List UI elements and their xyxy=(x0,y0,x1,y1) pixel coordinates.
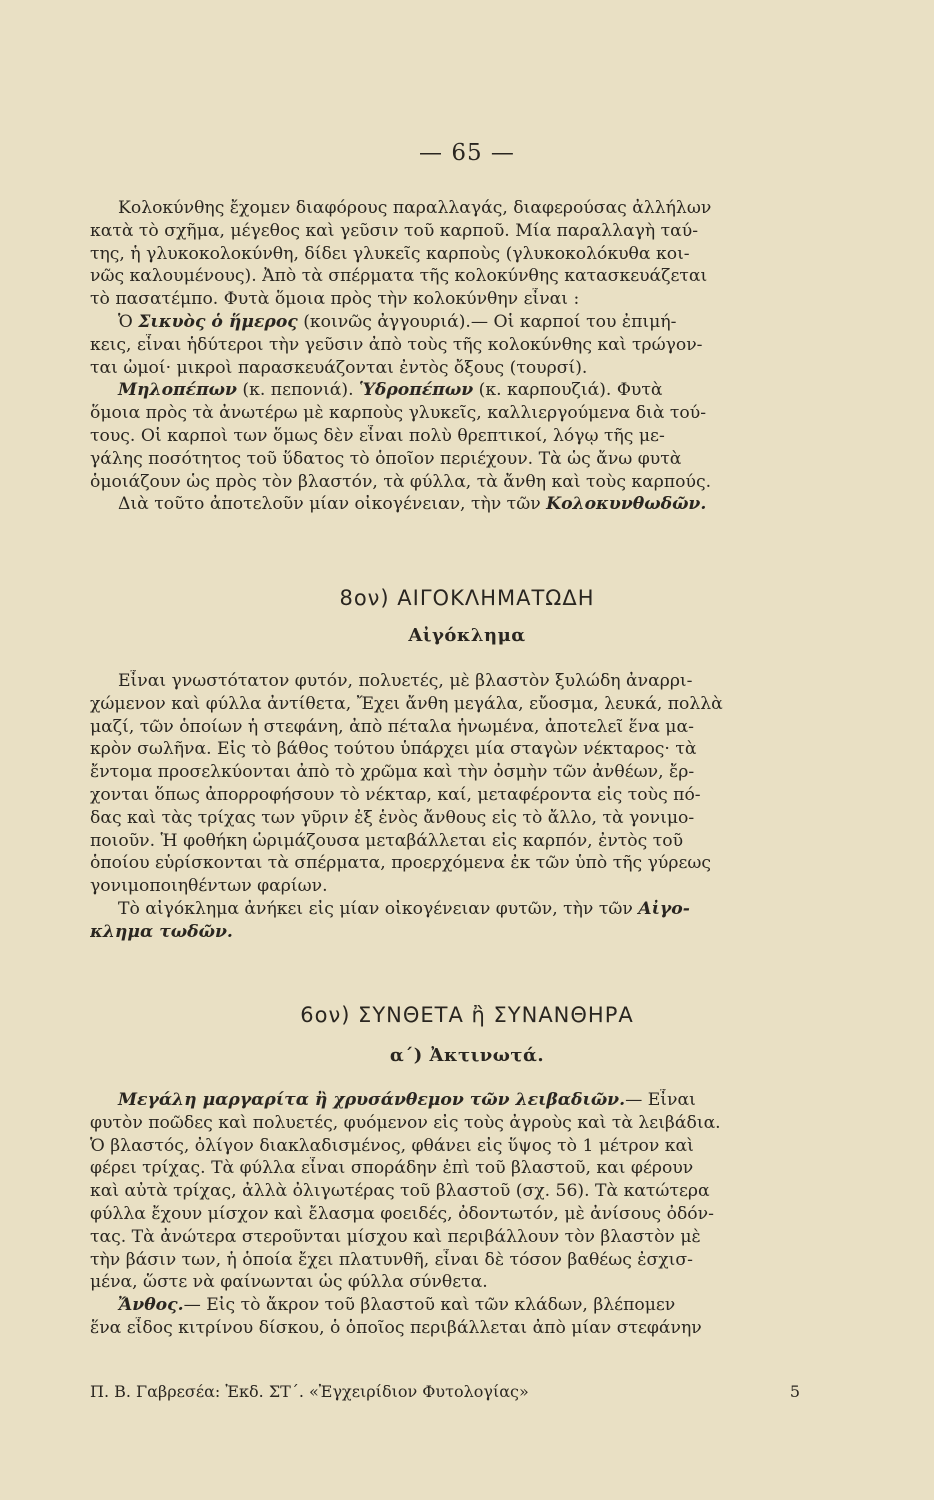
plant-name-melopepon: Μηλοπέπων xyxy=(118,380,237,401)
footer-citation: Π. Β. Γαβρεσέα: Ἐκδ. ΣΤ΄. «Ἐγχειρίδιον Φυτολογίας» xyxy=(90,1382,529,1401)
text-line: ὁποίου εὑρίσκονται τὰ σπέρματα, προερχόμενα ἐκ τῶν ὑπὸ τῆς γύρεως xyxy=(90,853,712,874)
section-subheading: α΄) Ἀκτινωτά. xyxy=(389,1045,545,1066)
text-fragment: Διὰ τοῦτο ἀποτελοῦν μίαν οἰκογένειαν, τὴν τῶν xyxy=(118,494,547,515)
page-footer xyxy=(90,1382,800,1401)
text-line: Ὁ βλαστός, ὀλίγον διακλαδισμένος, φθάνει εἰς ὕψος τὸ 1 μέτρον καὶ xyxy=(90,1135,694,1156)
section-daisy xyxy=(90,1089,800,1340)
text-line: νῶς καλουμένους). Ἀπὸ τὰ σπέρματα τῆς κολοκύνθης κατασκευάζεται xyxy=(90,266,708,287)
text-line: κατὰ τὸ σχῆμα, μέγεθος καὶ γεῦσιν τοῦ καρποῦ. Μία παραλλαγὴ ταύ- xyxy=(90,220,699,241)
text-line: ὅμοια πρὸς τὰ ἀνωτέρω μὲ καρποὺς γλυκεῖς, καλλιεργούμενα διὰ τού- xyxy=(90,403,707,424)
section-cucurbits xyxy=(90,197,800,516)
section-heading: 6ον) ΣΥΝΘΕΤΑ ἢ ΣΥΝΑΝΘΗΡΑ xyxy=(300,1003,634,1027)
text-line: μαζί, τῶν ὁποίων ἡ στεφάνη, ἀπὸ πέταλα ἡνωμένα, ἀποτελεῖ ἕνα μα- xyxy=(90,716,694,737)
text-line xyxy=(90,1294,800,1317)
text-line: ται ὠμοί· μικροὶ παρασκευάζονται ἐντὸς ὄξους (τουρσί). xyxy=(90,357,588,378)
section-honeysuckle xyxy=(90,670,800,944)
text-line: ποιοῦν. Ἡ φοθήκη ὡριμάζουσα μεταβάλλεται εἰς καρπόν, ἐντὸς τοῦ xyxy=(90,830,684,851)
text-line: μένα, ὥστε νὰ φαίνωνται ὡς φύλλα σύνθετα. xyxy=(90,1272,488,1293)
text-fragment: (κ. πεπονιά). xyxy=(236,380,360,401)
text-line: τὴν βάσιν των, ἡ ὁποία ἔχει πλατυνθῆ, εἶναι δὲ τόσον βαθέως ἐσχισ- xyxy=(90,1249,693,1270)
text-line: χονται ὅπως ἀπορροφήσουν τὸ νέκταρ, καί, μεταφέροντα εἰς τοὺς πό- xyxy=(90,784,701,805)
signature-mark: 5 xyxy=(789,1382,800,1401)
text-line: τὸ πασατέμπο. Φυτὰ ὅμοια πρὸς τὴν κολοκύνθην εἶναι : xyxy=(90,289,580,310)
text-line: καὶ αὐτὰ τρίχας, ἀλλὰ ὀλιγωτέρας τοῦ βλαστοῦ (σχ. 56). Τὰ κατώτερα xyxy=(90,1181,710,1202)
text-line: φέρει τρίχας. Τὰ φύλλα εἶναι σποράδην ἐπὶ τοῦ βλαστοῦ, και φέρουν xyxy=(90,1158,694,1179)
subheading-flower: Ἄνθος. xyxy=(118,1295,184,1316)
text-line: γάλης ποσότητος τοῦ ὕδατος τὸ ὁποῖον περιέχουν. Τὰ ὡς ἄνω φυτὰ xyxy=(90,448,682,469)
text-line xyxy=(90,493,800,516)
text-line: ἕνα εἶδος κιτρίνου δίσκου, ὁ ὁποῖος περιβάλλεται ἀπὸ μίαν στεφάνην xyxy=(90,1317,702,1338)
family-name-honeysuckle-b: κλημα τωδῶν. xyxy=(90,921,233,942)
section-subheading: Αἰγόκλημα xyxy=(408,625,526,646)
text-line: Κολοκύνθης ἔχομεν διαφόρους παραλλαγάς, διαφερούσας ἀλλήλων xyxy=(118,198,712,218)
text-line xyxy=(90,898,800,921)
family-name-cucurbits: Κολοκυνθωδῶν. xyxy=(546,494,707,515)
text-line: δας καὶ τὰς τρίχας των γῦριν ἐξ ἑνὸς ἄνθους εἰς τὸ ἄλλο, τὰ γονιμο- xyxy=(90,807,695,828)
plant-name-sikyos: Σικυὸς ὁ ἥμερος xyxy=(138,311,298,332)
text-line: κεις, εἶναι ἡδύτεροι τὴν γεῦσιν ἀπὸ τοὺς τῆς κολοκύνθης καὶ τρώγον- xyxy=(90,334,703,355)
family-name-honeysuckle-a: Αἰγο- xyxy=(638,898,690,919)
text-fragment: Τὸ αἰγόκλημα ἀνήκει εἰς μίαν οἰκογένειαν φυτῶν, τὴν τῶν xyxy=(118,898,639,919)
text-line: της, ἡ γλυκοκολοκύνθη, δίδει γλυκεῖς καρποὺς (γλυκοκολόκυθα κοι- xyxy=(90,243,690,264)
text-line xyxy=(90,921,800,944)
text-line xyxy=(90,1089,800,1112)
text-line: φυτὸν ποῶδες καὶ πολυετές, φυόμενον εἰς τοὺς ἀγροὺς καὶ τὰ λειβάδια. xyxy=(90,1112,721,1133)
text-line: φύλλα ἔχουν μίσχον καὶ ἔλασμα φοειδές, ὀδοντωτόν, μὲ ἀνίσους ὀδόν- xyxy=(90,1203,714,1224)
text-line: ἔντομα προσελκύονται ἀπὸ τὸ χρῶμα καὶ τὴν ὀσμὴν τῶν ἀνθέων, ἔρ- xyxy=(90,762,695,783)
plant-name-daisy: Μεγάλη μαργαρίτα ἢ χρυσάνθεμον τῶν λειβαδιῶν. xyxy=(118,1090,626,1110)
text-fragment: — Εἶναι xyxy=(625,1090,696,1110)
text-line xyxy=(90,311,800,334)
text-line: ὁμοιάζουν ὡς πρὸς τὸν βλαστόν, τὰ φύλλα, τὰ ἄνθη καὶ τοὺς καρπούς. xyxy=(90,471,712,492)
text-line: χώμενον καὶ φύλλα ἀντίθετα, Ἔχει ἄνθη μεγάλα, εὔοσμα, λευκά, πολλὰ xyxy=(90,693,723,714)
text-line: Εἶναι γνωστότατον φυτόν, πολυετές, μὲ βλαστὸν ξυλώδη ἀναρρι- xyxy=(118,671,693,691)
text-fragment: (κ. καρπουζιά). Φυτὰ xyxy=(473,380,663,401)
text-line: τους. Οἱ καρποὶ των ὅμως δὲν εἶναι πολὺ θρεπτικοί, λόγῳ τῆς με- xyxy=(90,425,665,446)
plant-name-hydropepon: Ὑδροπέπων xyxy=(359,380,474,401)
text-line: κρὸν σωλῆνα. Εἰς τὸ βάθος τούτου ὑπάρχει μία σταγὼν νέκταρος· τὰ xyxy=(90,739,697,760)
text-line: γονιμοποιηθέντων φαρίων. xyxy=(90,876,328,897)
text-fragment: Ὁ xyxy=(118,311,139,332)
text-line: τας. Τὰ ἀνώτερα στεροῦνται μίσχου καὶ περιβάλλουν τὸν βλαστὸν μὲ xyxy=(90,1226,701,1247)
page-number: — 65 — xyxy=(419,140,515,166)
text-fragment: — Εἰς τὸ ἄκρον τοῦ βλαστοῦ καὶ τῶν κλάδων, βλέπομεν xyxy=(183,1295,676,1316)
text-line xyxy=(90,379,800,402)
section-heading: 8ον) ΑΙΓΟΚΛΗΜΑΤΩΔΗ xyxy=(339,586,595,610)
text-fragment: (κοινῶς ἀγγουριά).— Οἱ καρποί του ἐπιμή- xyxy=(297,311,677,332)
